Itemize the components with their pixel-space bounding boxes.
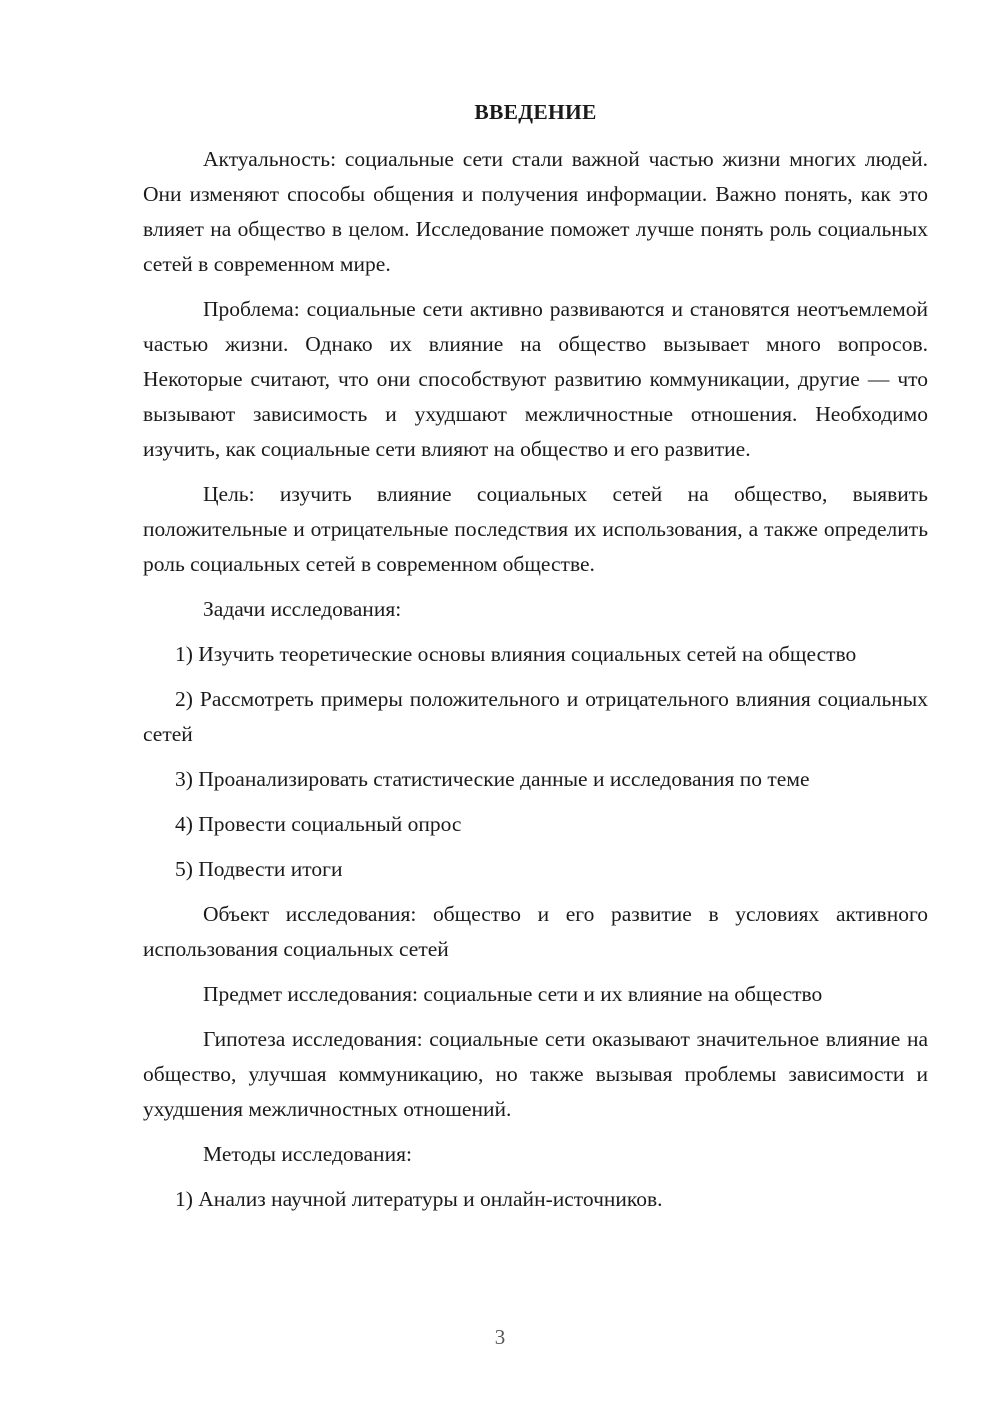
task-item: 1) Изучить теоретические основы влияния социальных сетей на общество — [175, 642, 857, 666]
methods-heading: Методы исследования: — [203, 1142, 412, 1166]
document-body — [143, 95, 928, 1227]
hypothesis-paragraph: Гипотеза исследования: социальные сети оказывают значительное влияние на общество, улучшая коммуникацию, но также вызывая проблемы зависимости и ухудшения межличностных отношений. — [143, 1027, 928, 1121]
problem-paragraph: Проблема: социальные сети активно развиваются и становятся неотъемлемой частью жизни. Однако их влияние на общество вызывает много вопросов. Некоторые считают, что они способствуют развитию коммуникации, другие — что вызывают зависимость и ухудшают межличностные отношения. Необходимо изучить, как социальные сети влияют на общество и его развитие. — [143, 297, 928, 461]
page-number: 3 — [494, 1325, 506, 1349]
relevance-paragraph: Актуальность: социальные сети стали важной частью жизни многих людей. Они изменяют способы общения и получения информации. Важно понять, как это влияет на общество в целом. Исследование поможет лучше понять роль социальных сетей в современном мире. — [143, 147, 928, 276]
task-item: 2) Рассмотреть примеры положительного и отрицательного влияния социальных сетей — [143, 687, 928, 746]
tasks-heading: Задачи исследования: — [203, 597, 402, 621]
goal-paragraph: Цель: изучить влияние социальных сетей на общество, выявить положительные и отрицательные последствия их использования, а также определить роль социальных сетей в современном обществе. — [143, 482, 928, 576]
task-item: 5) Подвести итоги — [175, 857, 343, 881]
subject-paragraph: Предмет исследования: социальные сети и их влияние на общество — [203, 982, 823, 1006]
method-item: 1) Анализ научной литературы и онлайн-источников. — [175, 1187, 663, 1211]
task-item: 4) Провести социальный опрос — [175, 812, 462, 836]
object-paragraph: Объект исследования: общество и его развитие в условиях активного использования социальных сетей — [143, 902, 928, 961]
page-title: ВВЕДЕНИЕ — [474, 100, 597, 124]
task-item: 3) Проанализировать статистические данные и исследования по теме — [175, 767, 810, 791]
